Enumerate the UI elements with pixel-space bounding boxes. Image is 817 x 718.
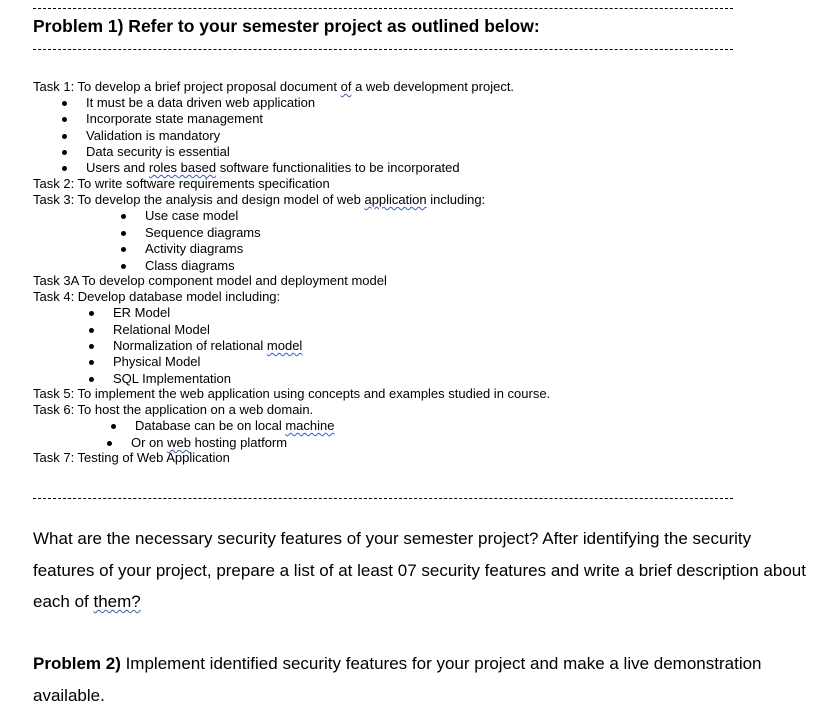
task-3-bullet: Use case model	[145, 208, 239, 223]
task-6-bullet: Database can be on local machine	[135, 418, 335, 433]
task-4-bullet: ER Model	[113, 305, 171, 320]
task-6-bullet: Or on web hosting platform	[131, 435, 288, 450]
spell-mark-them: them?	[93, 592, 141, 611]
task-4-bullet: Physical Model	[113, 354, 201, 369]
task-1: Task 1: To develop a brief project proposal document of a web development project.	[33, 79, 515, 94]
problem-1-heading: Problem 1) Refer to your semester project as outlined below:	[33, 16, 540, 36]
section-dashed-rule	[33, 498, 733, 499]
task-7: Task 7: Testing of Web Application	[33, 450, 230, 465]
task-1-bullet: Users and roles based software functionalities to be incorporated	[86, 160, 460, 175]
task-2: Task 2: To write software requirements specification	[33, 176, 330, 191]
task-4-bullet: Relational Model	[113, 322, 210, 337]
task-5: Task 5: To implement the web application using concepts and examples studied in course.	[33, 386, 551, 401]
spell-mark-web: web	[167, 435, 191, 450]
task-6: Task 6: To host the application on a web domain.	[33, 402, 314, 417]
task-3a: Task 3A To develop component model and deployment model	[33, 273, 387, 288]
task-1-bullet: It must be a data driven web application	[86, 95, 316, 110]
task-1-bullet: Validation is mandatory	[86, 128, 221, 143]
task-3-bullet: Activity diagrams	[145, 241, 244, 256]
task-3-bullet: Sequence diagrams	[145, 225, 261, 240]
task-3-bullet: Class diagrams	[145, 258, 235, 273]
task-3: Task 3: To develop the analysis and design model of web application including:	[33, 192, 486, 207]
problem-2-label: Problem 2)	[33, 654, 121, 673]
spell-mark-roles-based: roles based	[148, 160, 217, 175]
spell-mark-application: application	[364, 192, 427, 207]
spell-mark-machine: machine	[285, 418, 335, 433]
spell-mark-of: of	[340, 79, 352, 94]
task-4: Task 4: Develop database model including:	[33, 289, 281, 304]
security-question: What are the necessary security features of your semester project? After identifying the security features of your project, prepare a list of at least 07 security features and write a brief description about each of them?	[33, 529, 806, 611]
top-dashed-rule	[33, 8, 733, 9]
task-4-bullet: SQL Implementation	[113, 371, 232, 386]
task-1-bullet: Incorporate state management	[86, 111, 264, 126]
problem-2: Problem 2) Implement identified security features for your project and make a live demonstration available.	[33, 654, 762, 705]
task-4-bullet: Normalization of relational model	[113, 338, 303, 353]
heading-dashed-rule	[33, 49, 733, 50]
task-1-bullet: Data security is essential	[86, 144, 230, 159]
spell-mark-model: model	[266, 338, 303, 353]
